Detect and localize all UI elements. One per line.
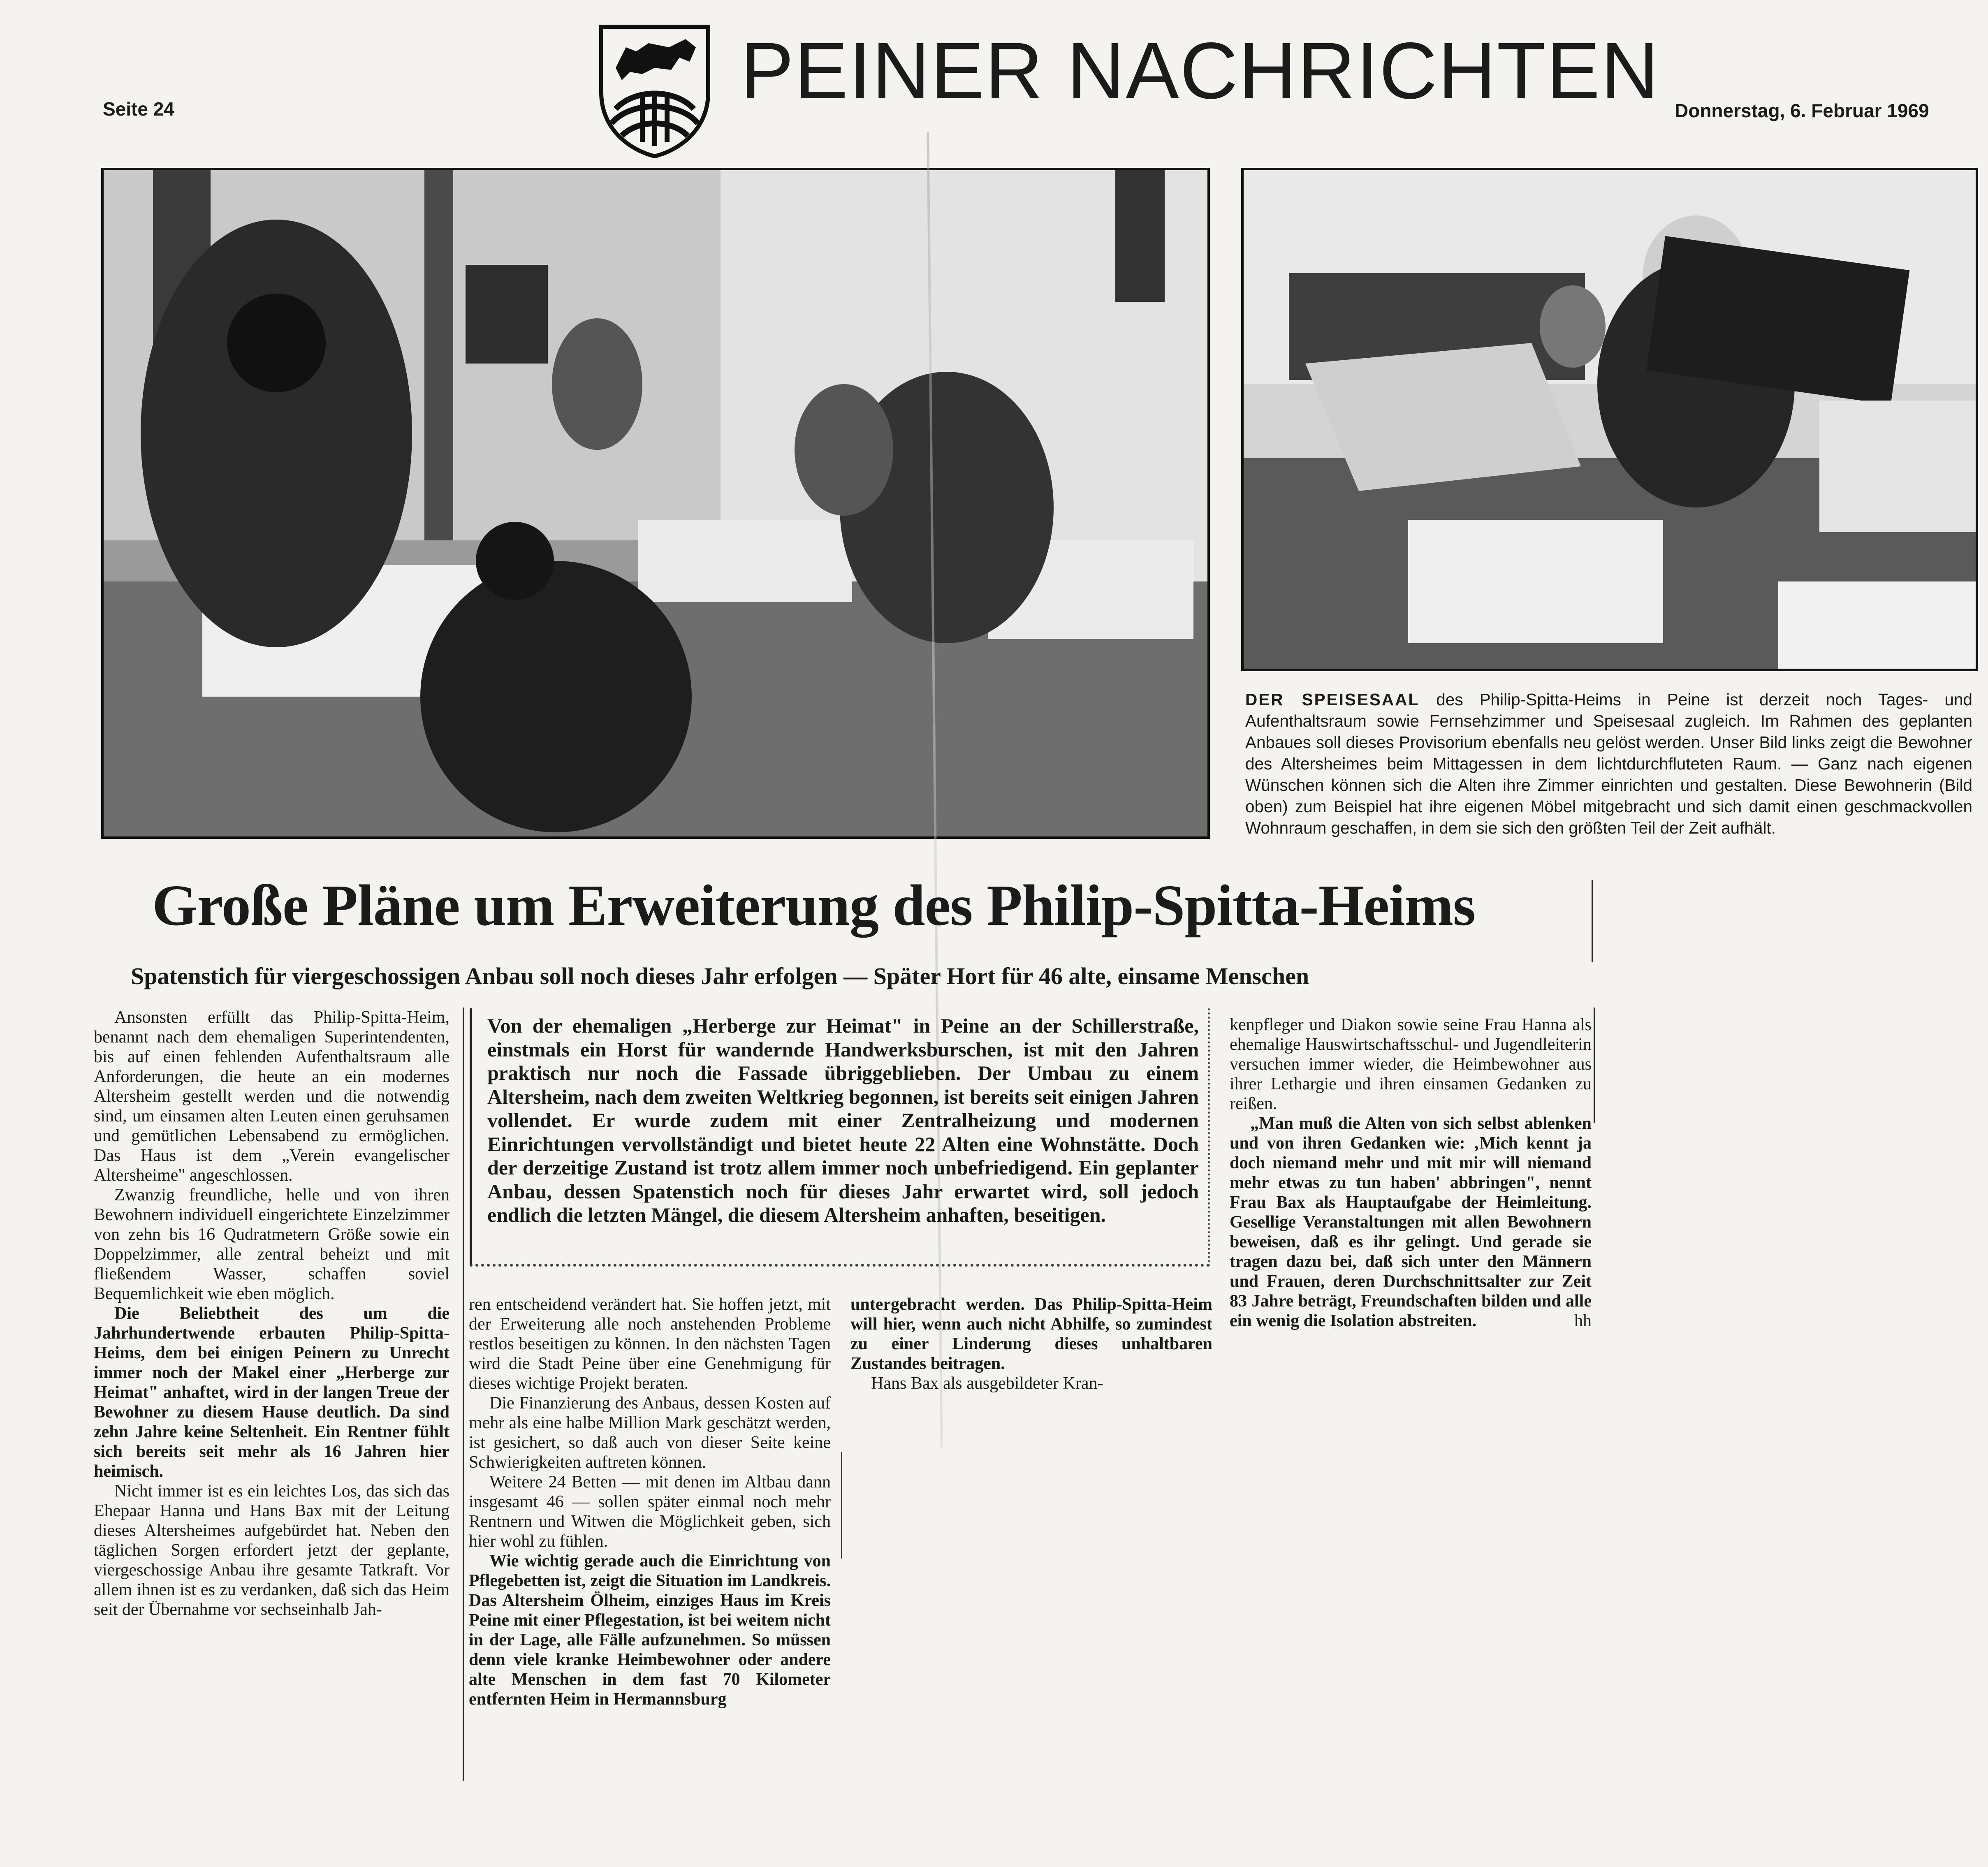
article-lead: Von der ehemaligen „Herberge zur Heimat" in Peine an der Schillerstraße, einstmals ein Horst für wandernde Handwerksburschen, ist mit den Jahren praktisch nur noch die Fassade übriggeblieben. Der Umbau zu einem Altersheim, nach dem zweiten Weltkrieg begonnen, ist bereits seit einigen Jahren vollendet. Er wurde zudem mit einer Zentralheizung und modernen Einrichtungen vervollständigt und bietet heute 22 Alten eine Wohnstätte. Doch der derzeitige Zustand ist trotz allem immer noch unbefriedigend. Ein geplanter Anbau, dessen Spatenstich noch für dieses Jahr erwartet wird, soll jedoch endlich die letzten Mängel, die diesem Altersheim anhaften, beseitigen. <box>487 1014 1199 1226</box>
paragraph: Weitere 24 Betten — mit denen im Altbau dann insgesamt 46 — sollen später einmal noch mehr Rentnern und Witwen die Möglichkeit geben, sich hier wohl zu fühlen. <box>469 1473 831 1551</box>
article-subheadline: Spatenstich für viergeschossigen Anbau soll noch dieses Jahr erfolgen — Später Hort für 46 alte, einsame Menschen <box>131 963 1309 989</box>
paragraph: Nicht immer ist es ein leichtes Los, das sich das Ehepaar Hanna und Hans Bax mit der Leitung dieses Altersheimes aufgebürdet hat. Neben den täglichen Sorgen erfordert jetzt der geplante, viergeschossige Anbau ihre gesamte Tatkraft. Vor allem ihnen ist es zu verdanken, daß sich das Heim seit der Übernahme vor sechseinhalb Jah- <box>94 1482 450 1619</box>
resident-room-photo <box>1241 168 1978 671</box>
paragraph: Die Beliebtheit des um die Jahrhundertwende erbauten Philip-Spitta-Heims, dem bei einigen Peinern zu Unrecht immer noch der Makel einer „Herberge zur Heimat" anhaftet, wird in der langen Treue der Bewohner zu diesem Hause deutlich. Da sind zehn Jahre keine Seltenheit. Ein Rentner fühlt sich bereits seit mehr als 16 Jahren hier heimisch. <box>94 1304 450 1481</box>
column-rule <box>841 1452 842 1559</box>
paragraph: Zwanzig freundliche, helle und von ihren Bewohnern individuell eingerichtete Einzelzimmer von zehn bis 16 Qudratmetern Größe sowie ein Doppelzimmer, alle zentral beheizt und mit fließendem Wasser, schaffen soviel Bequemlichkeit wie eben möglich. <box>94 1186 450 1303</box>
paragraph: Wie wichtig gerade auch die Einrichtung von Pflegebetten ist, zeigt die Situation im Landkreis. Das Altersheim Ölheim, einziges Haus im Kreis Peine mit einer Pflegestation, ist bei weitem nicht in der Lage, alle Fälle aufzunehmen. So müssen denn viele kranke Heimbewohner oder andere alte Menschen in dem fast 70 Kilometer entfernten Heim in Hermannsburg <box>469 1552 831 1709</box>
article-headline: Große Pläne um Erweiterung des Philip-Spitta-Heims <box>152 873 1476 938</box>
column-rule <box>463 1008 464 1781</box>
column-rule <box>1594 1008 1595 1123</box>
article-column-3 <box>850 1295 1212 1393</box>
article-column-4 <box>1230 1015 1592 1331</box>
caption-text: des Philip-Spitta-Heims in Peine ist derzeit noch Tages- und Aufenthaltsraum sowie Fernsehzimmer und Speisesaal zugleich. Im Rahmen des geplanten Anbaues soll dieses Provisorium ebenfalls neu gelöst werden. Unser Bild links zeigt die Bewohner des Altersheimes beim Mittagessen in dem lichtdurchfluteten Raum. — Ganz nach eigenen Wünschen können sich die Alten ihre Zimmer einrichten und gestalten. Diese Bewohnerin (Bild oben) zum Beispiel hat ihre eigenen Möbel mitgebracht und sich damit einen geschmackvollen Wohnraum geschaffen, in dem sie sich den größten Teil der Zeit aufhält. <box>1245 690 1972 837</box>
city-crest-logo <box>597 23 712 158</box>
article-column-1 <box>94 1008 450 1619</box>
paragraph: untergebracht werden. Das Philip-Spitta-Heim will hier, wenn auch nicht Abhilfe, so zumindest zu einer Linderung dieses unhaltbaren Zustandes beitragen. <box>850 1295 1212 1373</box>
photo-caption <box>1245 689 1972 839</box>
paragraph: Die Finanzierung des Anbaus, dessen Kosten auf mehr als eine halbe Million Mark geschätzt werden, ist gesichert, so daß auch von dieser Seite keine Schwierigkeiten auftreten können. <box>469 1394 831 1472</box>
article-column-2 <box>469 1295 831 1709</box>
paragraph-text: „Man muß die Alten von sich selbst ablenken und von ihren Gedanken wie: ‚Mich kennt ja doch niemand mehr und mit mir will niemand mehr etwas zu tun haben' abbringen", nennt Frau Bax als Hauptaufgabe der Heimleitung. Gesellige Veranstaltungen mit allen Bewohnern beweisen, daß es ihr gelingt. Und gerade sie tragen dazu bei, daß sich unter den Männern und Frauen, deren Durchschnittsalter zur Zeit 83 Jahre beträgt, Freundschaften bilden und alle ein wenig die Isolation abstreiten. <box>1230 1114 1592 1330</box>
author-signature: hh <box>1574 1311 1592 1330</box>
paragraph: ren entscheidend verändert hat. Sie hoffen jetzt, mit der Erweiterung alle noch anstehenden Probleme restlos beseitigen zu können. In den nächsten Tagen wird die Stadt Peine über eine Genehmigung für dieses wichtige Projekt beraten. <box>469 1295 831 1393</box>
paragraph: kenpfleger und Diakon sowie seine Frau Hanna als ehemalige Hauswirtschaftsschul- und Jugendleiterin versuchen immer wieder, die Heimbewohner aus ihrer Lethargie und ihren einsamen Gedanken zu reißen. <box>1230 1015 1592 1113</box>
caption-lead: DER SPEISESAAL <box>1245 690 1420 709</box>
paragraph: Ansonsten erfüllt das Philip-Spitta-Heim, benannt nach dem ehemaligen Superintendenten, bis auf einen fehlenden Aufenthaltsraum alle Anforderungen, die heute an ein modernes Altersheim gestellt werden und die notwendig sind, um einsamen alten Leuten einen geruhsamen und gemütlichen Lebensabend zu ermöglichen. Das Haus ist dem „Verein evangelischer Altersheime" angeschlossen. <box>94 1008 450 1185</box>
paragraph: Hans Bax als ausgebildeter Kran- <box>871 1374 1103 1393</box>
page-number: Seite 24 <box>103 98 174 120</box>
newspaper-title: PEINER NACHRICHTEN <box>740 26 1660 116</box>
column-rule <box>1592 880 1593 962</box>
issue-date: Donnerstag, 6. Februar 1969 <box>1675 100 1929 121</box>
paragraph <box>1230 1114 1592 1331</box>
dining-room-photo <box>101 168 1210 839</box>
